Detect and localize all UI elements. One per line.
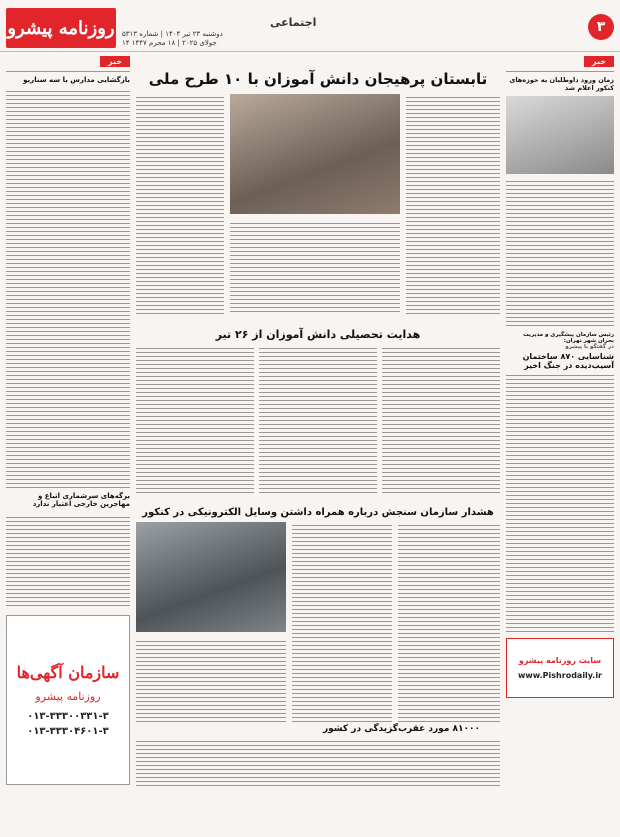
article-body — [136, 638, 286, 722]
site-ad — [506, 638, 614, 698]
article-body — [6, 514, 130, 609]
article-heading: شناسایی ۸۷۰ ساختمان آسیب‌دیده در جنگ اخیر — [522, 352, 614, 370]
article-body — [6, 88, 130, 488]
article-kicker: رئیس سازمان پیشگیری و مدیریت بحران شهر تهران: — [523, 332, 614, 344]
section-title: اجتماعی — [270, 16, 317, 29]
ad-brand: روزنامه پیشرو — [35, 690, 101, 703]
issue-date — [122, 30, 223, 48]
article-body — [506, 372, 614, 632]
ad-box — [6, 615, 130, 785]
article-body — [398, 522, 500, 722]
ad-phone: ۰۱۳-۳۳۳۰۰۳۳۱-۳ — [27, 711, 109, 722]
site-url[interactable]: www.Pishrodaily.ir — [517, 671, 603, 680]
news-tag: خبر — [584, 56, 614, 67]
students-photo — [230, 94, 400, 214]
article-body — [292, 522, 392, 722]
article-heading: زمان ورود داوطلبان به حوزه‌های کنکور اعلام شد — [509, 76, 614, 92]
left-column — [6, 56, 130, 829]
headline: هشدار سازمان سنجش درباره همراه داشتن وسایل الکترونیکی در کنکور — [142, 507, 494, 518]
article-body — [406, 94, 500, 314]
article-body — [506, 178, 614, 328]
article-body — [136, 345, 254, 495]
newspaper-logo: روزنامه پیشرو — [6, 8, 116, 48]
site-label: سایت روزنامه پیشرو — [518, 656, 602, 665]
right-column — [506, 56, 614, 829]
main-column — [136, 56, 500, 829]
news-tag: خبر — [100, 56, 130, 67]
article-heading: برگه‌های سرشماری اتباع و مهاجرین خارجی اعتبار ندارد — [32, 492, 130, 508]
article-body — [259, 345, 377, 495]
exam-hall-photo — [136, 522, 286, 632]
article-body — [382, 345, 500, 495]
article-body — [136, 738, 500, 788]
article-subkicker: در گفتگو با پیشرو — [565, 344, 614, 350]
exam-sheet-photo — [506, 96, 614, 174]
headline: هدایت تحصیلی دانش آموزان از ۲۶ تیر — [215, 328, 421, 341]
page-number: ۳ — [588, 14, 614, 40]
ad-title: سازمان آگهی‌ها — [16, 663, 120, 682]
ad-phone: ۰۱۳-۳۳۳۰۴۶۰۱-۳ — [27, 726, 109, 737]
article-body — [230, 220, 400, 314]
masthead — [0, 0, 620, 52]
date-line-1: دوشنبه ۲۳ تیر ۱۴۰۴ | شماره ۵۳۱۳ — [122, 30, 223, 38]
article-body — [136, 94, 224, 314]
headline: تابستان پرهیجان دانش آموزان با ۱۰ طرح ملی — [148, 70, 488, 88]
date-line-2: ۱۴ جولای ۲۰۲۵ | ۱۸ محرم ۱۴۴۷ — [122, 39, 217, 47]
headline: ۸۱۰۰۰ مورد عقرب‌گزیدگی در کشور — [322, 724, 480, 734]
article-heading: بازگشایی مدارس با سه سناریو — [23, 76, 130, 84]
